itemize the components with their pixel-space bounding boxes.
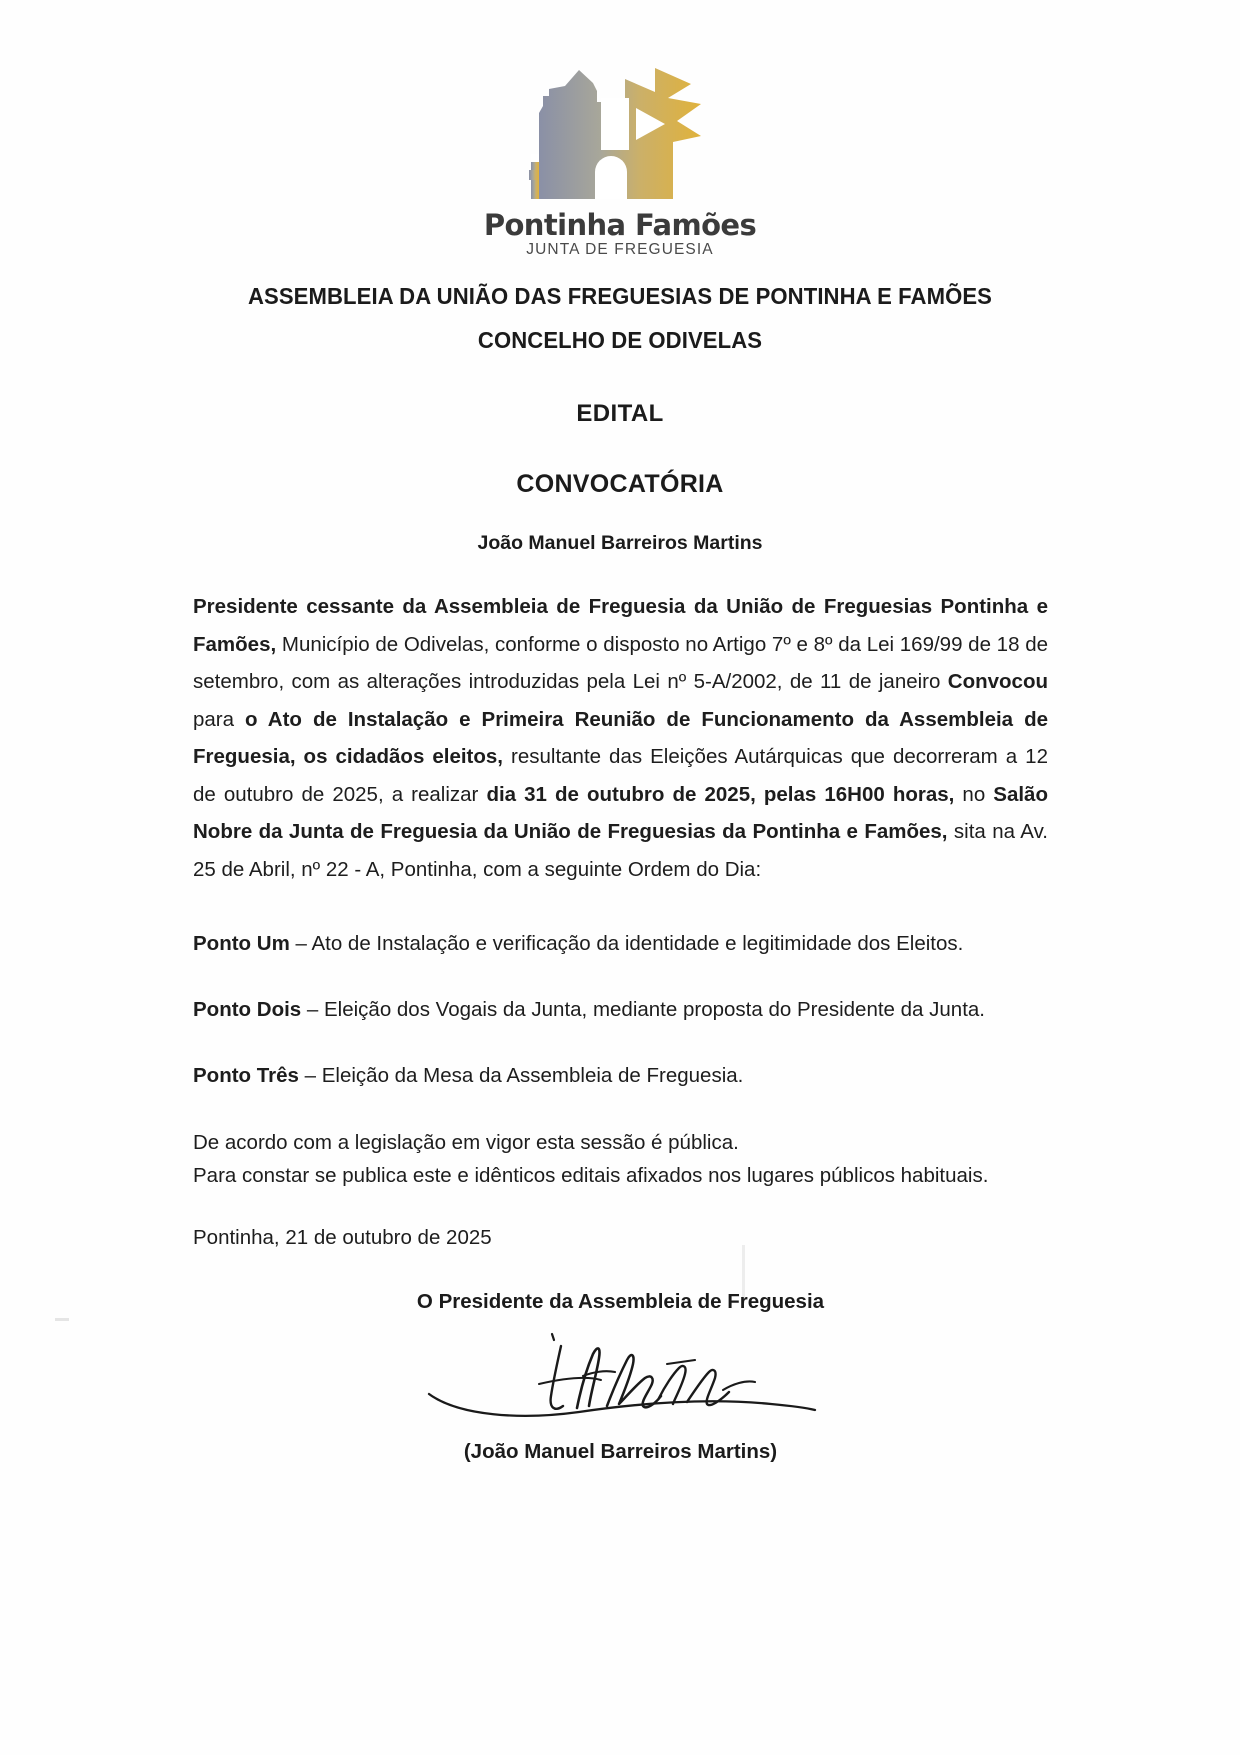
agenda-item-two-text: – Eleição dos Vogais da Junta, mediante proposta do Presidente da Junta. (301, 998, 985, 1021)
pontinha-famoes-emblem-icon (505, 58, 735, 208)
agenda-item-two-label: Ponto Dois (193, 998, 302, 1021)
signature-name: (João Manuel Barreiros Martins) (463, 1440, 778, 1463)
agenda-item-one (193, 928, 1048, 960)
place-and-date: Pontinha, 21 de outubro de 2025 (193, 1226, 492, 1249)
main-paragraph-segment-7: dia 31 de outubro de 2025, pelas 16H00 horas, (486, 782, 955, 806)
agenda-item-one-label: Ponto Um (193, 932, 290, 955)
spacer (193, 1250, 1048, 1290)
main-paragraph-segment-4: para (193, 707, 246, 731)
logo-subtitle: JUNTA DE FREGUESIA (526, 241, 714, 259)
main-paragraph-segment-2: Município de Odivelas, conforme o disposto no Artigo 7º e 8º da Lei 169/99 de 18 de setembro, com as alterações introduzidas pela Lei nº 5-A/2002, de 11 de janeiro (193, 632, 1048, 693)
main-paragraph-segment-10: sita na Av. 25 de Abril, nº 22 - A, Pontinha, com a seguinte Ordem do Dia: (193, 820, 1048, 881)
document-subtitle-convocatoria: CONVOCATÓRIA (516, 470, 724, 498)
main-paragraph-segment-5: o Ato de Instalação e Primeira Reunião de Funcionamento da Assembleia de Freguesia, os cidadãos eleitos, (193, 707, 1048, 768)
document-body (193, 588, 1048, 1464)
organization-logo (0, 58, 1240, 259)
spacer (193, 1192, 1048, 1226)
closing-line-publication: Para constar se publica este e idênticos editais afixados nos lugares públicos habituais. (193, 1164, 989, 1187)
agenda-item-two (193, 994, 1048, 1026)
scan-artifact (55, 1318, 69, 1321)
spacer (193, 1092, 1048, 1126)
agenda-item-three (193, 1060, 1048, 1092)
header-line-assembleia: ASSEMBLEIA DA UNIÃO DAS FREGUESIAS DE PONTINHA E FAMÕES (247, 283, 993, 309)
closing-line-public-session: De acordo com a legislação em vigor esta sessão é pública. (193, 1131, 739, 1154)
spacer (193, 1026, 1048, 1060)
header-line-concelho: CONCELHO DE ODIVELAS (477, 327, 763, 353)
spacer (193, 888, 1048, 928)
handwritten-signature-icon (411, 1320, 831, 1438)
main-paragraph-segment-8: no (954, 782, 994, 806)
main-paragraph-segment-9: Salão Nobre da Junta de Freguesia da União de Freguesias da Pontinha e Famões, (193, 782, 1048, 843)
agenda-item-one-text: – Ato de Instalação e verificação da identidade e legitimidade dos Eleitos. (289, 932, 964, 955)
logo-wordmark: Pontinha Famões (483, 208, 757, 242)
main-paragraph-segment-1: Presidente cessante da Assembleia de Freguesia da União de Freguesias Pontinha e Famões, (193, 595, 1048, 656)
main-paragraph-segment-3: Convocou (947, 670, 1048, 693)
agenda-item-three-label: Ponto Três (193, 1064, 299, 1087)
spacer (193, 960, 1048, 994)
document-type-title: EDITAL (576, 400, 664, 427)
signature-area (193, 1320, 1048, 1440)
issuer-name: João Manuel Barreiros Martins (477, 532, 763, 554)
signature-title: O Presidente da Assembleia de Freguesia (416, 1290, 825, 1313)
main-paragraph-segment-6: resultante das Eleições Autárquicas que decorreram a 12 de outubro de 2025, a realizar (193, 745, 1048, 806)
agenda-item-three-text: – Eleição da Mesa da Assembleia de Freguesia. (298, 1064, 744, 1087)
main-paragraph (193, 588, 1048, 888)
